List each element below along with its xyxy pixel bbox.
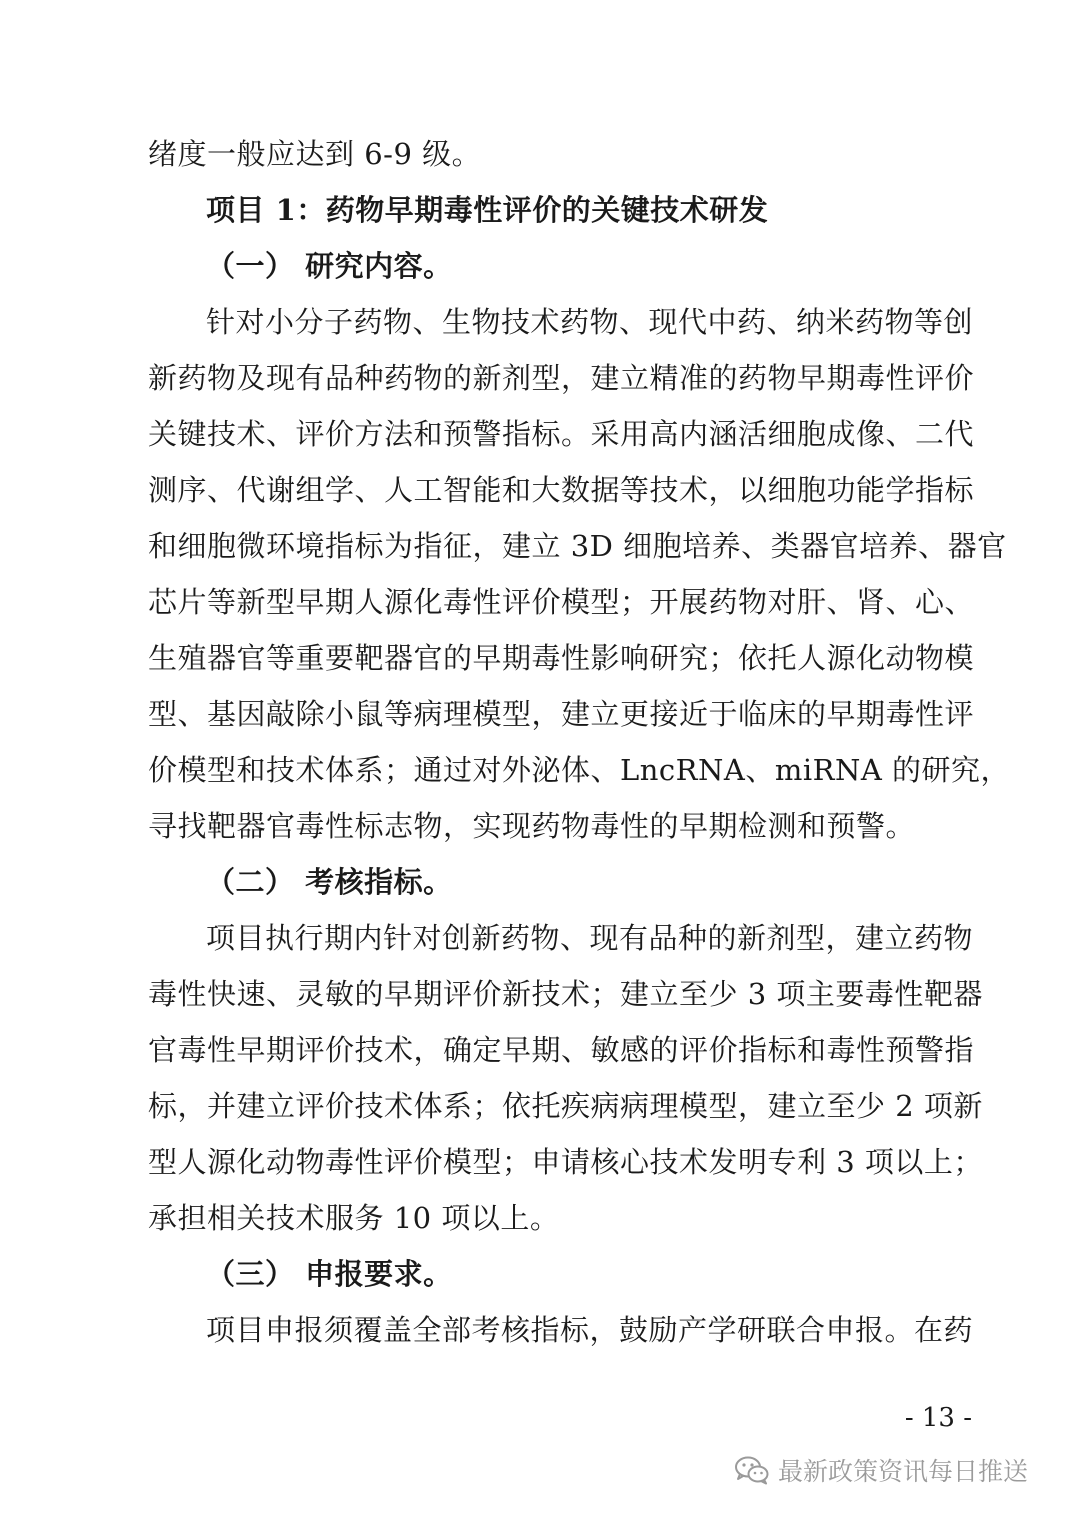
- body-line: 和细胞微环境指标为指征，建立 3D 细胞培养、类器官培养、器官: [148, 529, 1007, 563]
- body-line: 型、基因敲除小鼠等病理模型，建立更接近于临床的早期毒性评: [148, 697, 975, 731]
- body-line: 测序、代谢组学、人工智能和大数据等技术，以细胞功能学指标: [148, 473, 975, 507]
- section-heading-application: （三） 申报要求。: [206, 1257, 453, 1291]
- body-line: 关键技术、评价方法和预警指标。采用高内涵活细胞成像、二代: [148, 417, 975, 451]
- watermark-text: 最新政策资讯每日推送: [778, 1457, 1029, 1486]
- body-line: 承担相关技术服务 10 项以上。: [148, 1201, 560, 1235]
- document-body: [148, 126, 1010, 1358]
- body-line: 芯片等新型早期人源化毒性评价模型；开展药物对肝、肾、心、: [148, 585, 975, 619]
- project-title: 项目 1：药物早期毒性评价的关键技术研发: [206, 193, 769, 227]
- page-number: - 13 -: [904, 1403, 972, 1433]
- body-line: 型人源化动物毒性评价模型；申请核心技术发明专利 3 项以上；: [148, 1145, 983, 1179]
- section-heading-assessment: （二） 考核指标。: [206, 865, 453, 899]
- body-line: 项目执行期内针对创新药物、现有品种的新剂型，建立药物: [206, 921, 974, 955]
- body-line: 生殖器官等重要靶器官的早期毒性影响研究；依托人源化动物模: [148, 641, 975, 675]
- body-line: 毒性快速、灵敏的早期评价新技术；建立至少 3 项主要毒性靶器: [148, 977, 983, 1011]
- body-line: 价模型和技术体系；通过对外泌体、LncRNA、miRNA 的研究，: [148, 753, 1010, 787]
- body-line: 绪度一般应达到 6-9 级。: [148, 137, 482, 171]
- body-line: 官毒性早期评价技术，确定早期、敏感的评价指标和毒性预警指: [148, 1033, 975, 1067]
- section-heading-research-content: （一） 研究内容。: [206, 249, 453, 283]
- body-line: 项目申报须覆盖全部考核指标，鼓励产学研联合申报。在药: [206, 1313, 974, 1347]
- body-line: 新药物及现有品种药物的新剂型，建立精准的药物早期毒性评价: [148, 361, 975, 395]
- wechat-watermark: [734, 1450, 1028, 1490]
- body-line: 针对小分子药物、生物技术药物、现代中药、纳米药物等创: [206, 305, 974, 339]
- body-line: 标，并建立评价技术体系；依托疾病病理模型，建立至少 2 项新: [148, 1089, 983, 1123]
- wechat-icon: [734, 1455, 770, 1485]
- body-line: 寻找靶器官毒性标志物，实现药物毒性的早期检测和预警。: [148, 809, 916, 843]
